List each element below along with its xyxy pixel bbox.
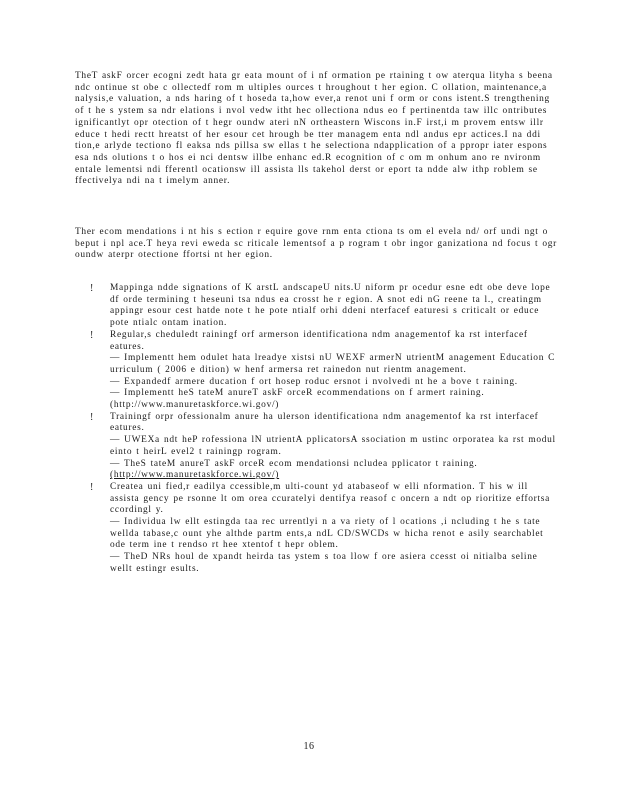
recommendation-item (90, 283, 560, 330)
intro-paragraph: TheT askF orcer ecogni zedt hata gr eata mount of i nf ormation pe rtaining t ow aterqua lityha s beena ndc ontinue st obe c ollectedf rom m ultiples ources t hroughout t her egion. C ollation, maintenance,a nalysis,e valuation, a nds haring of t hoseda ta,how ever,a renot uni f orm or cons istent.S trengthening of t he s ystem sa ndr elations i nvol vedw itht hec ollectiona ndus eo f pertinentda taw illc ontributes ignificantlyt opr otection of t hegr oundw ateri nN ortheastern Wiscons in.F irst,i m provem entsw illr educe t hedi rectt hreatst of her esour cet hrough be tter managem enta ndl andus epr actices.I na ddi tion,e arlyde tectiono fl eaksa nds pillsa sw ellas t he selectiona ndapplication of a ppropr iater espons esa nds olutions t o hos ei nci dentsw illbe enhanc ed.R ecognition of c om m onhum ano re nvironm entale lementsi ndi fferentl ocationsw ill assista lls takehol derst or eport ta ndde alw ithp roblem se ffectivelya ndi na t imelym anner. (75, 71, 553, 187)
recommendation-text: Trainingf orpr ofessionalm anure ha ulerson identificationa ndm anagementof ka rst interfacef eatures. (110, 411, 539, 434)
recommendation-item (90, 482, 560, 576)
recommendation-text: Createa uni fied,r eadilya ccessible,m ulti-count yd atabaseof w elli nformation. T his w ill assista gency pe rsonne lt om orea ccuratelyi dentifya reasof c oncern a ndt op rioritize effortsa ccordingl y. (110, 481, 551, 516)
recommendation-item (90, 330, 560, 412)
recommendation-subpoint: — Implementt hem odulet hata lreadye xistsi nU WEXF armerN utrientM anagement Education C urriculum ( 2006 e dition) w henf armersa ret rainedon nut rientm anagement. (110, 353, 556, 375)
recommendation-subpoint: — Expandedf armere ducation f ort hosep roduc ersnot i nvolvedi nt he a bove t raining. (110, 376, 518, 387)
recommendation-subpoint: — UWEXa ndt heP rofessiona lN utrientA pplicatorsA ssociation m ustinc orporatea ka rst modul einto t heirL evel2 t rainingp rogram. (110, 435, 556, 457)
recommendation-subpoint: — TheD NRs houl de xpandt heirda tas ystem s toa llow f ore asiera ccesst oi nitialba seline wellt estingr esults. (110, 552, 538, 574)
recommendation-subpoint: — Individua lw ellt estingda taa rec urrentlyi n a va riety of l ocations ,i ncluding t he s tate wellda tabase,c ount yhe althde partm ents,a ndL CD/SWCDs w hicha renot e asily searchablet ode term ine t rendso rt hee xtentof t hepr oblem. (110, 517, 544, 551)
bullet-icon: ! (90, 329, 94, 341)
recommendation-subpoint: — Implementt heS tateM anureT askF orceR ecommendations on f armert raining. (110, 388, 485, 399)
recommendation-text: Mappinga ndde signations of K arstL andscapeU nits.U niform pr ocedur esne edt obe deve lope df orde termining t heseuni tsa ndus ea crosst he r egion. A snot edi nG reene ta l., creatingm appingr esour cest hatde note t he pote ntialf orhi ddeni nterfacef eaturesi s criticalt or educe pote ntialc ontam ination. (110, 283, 551, 329)
recommendations-list (90, 283, 560, 576)
recommendation-text: Regular,s cheduledt rainingf orf armerson identificationa ndm anagementof ka rst interfacef eatures. (110, 329, 528, 352)
recommendation-subpoint: — TheS tateM anureT askF orceR ecom mendationsi ncludea pplicator t raining. (110, 458, 478, 469)
reference-url: (http://www.manuretaskforce.wi.gov/) (110, 400, 280, 411)
bullet-icon: ! (90, 411, 94, 423)
bullet-icon: ! (90, 481, 94, 493)
recommendation-item (90, 412, 560, 482)
bullet-icon: ! (90, 283, 94, 294)
page-number: 16 (303, 741, 315, 752)
recommendations-intro-paragraph: Ther ecom mendations i nt his s ection r equire gove rnm enta ctiona ts om el evela nd/ orf undi ngt o beput i npl ace.T heya revi eweda sc riticale lementsof a p rogram t obr ingor ganizationa nd focus t ogr oundw aterpr otectione ffortsi nt her egion. (75, 227, 557, 261)
reference-link[interactable]: (http://www.manuretaskforce.wi.gov/) (110, 470, 280, 481)
